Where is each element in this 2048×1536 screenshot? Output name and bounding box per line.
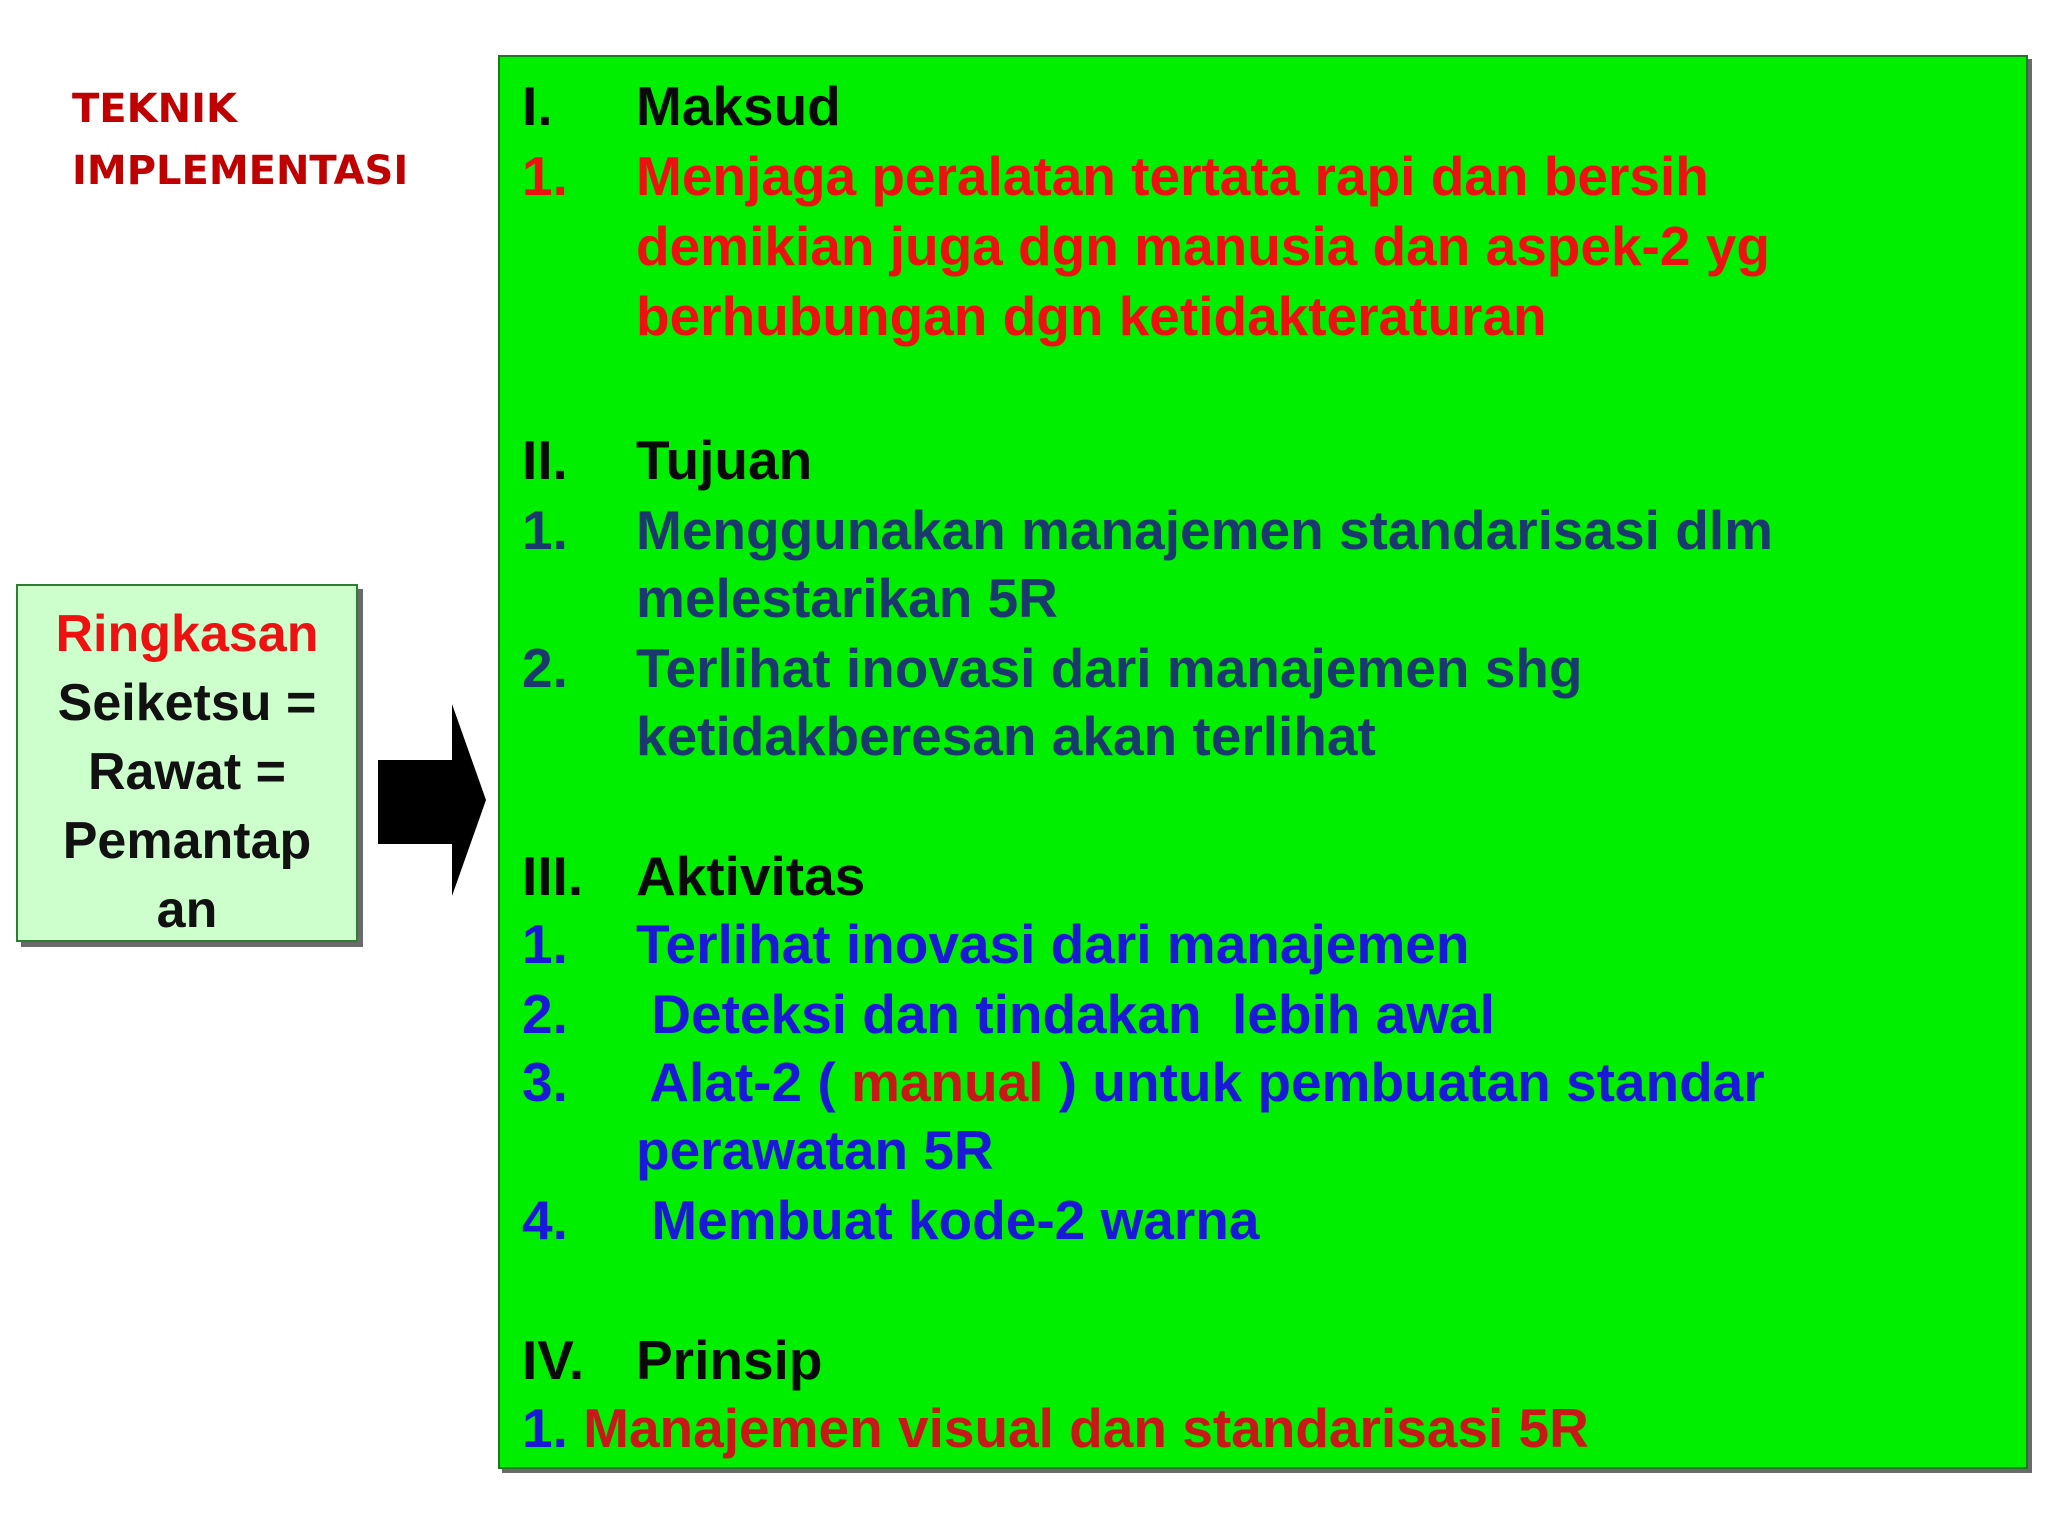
item-number: 1. [522, 1397, 568, 1459]
section-number: II. [522, 429, 568, 491]
section-number: IV. [522, 1329, 585, 1391]
section-number: I. [522, 75, 553, 137]
item-number: 4. [522, 1189, 568, 1251]
item-text: Manajemen visual dan standarisasi 5R [567, 1397, 1589, 1459]
item-text: Deteksi dan tindakan lebih awal [636, 983, 1495, 1045]
item-text: Terlihat inovasi dari manajemen shg [636, 637, 1583, 699]
item-text: berhubungan dgn ketidakteraturan [636, 285, 1547, 347]
slide-header [72, 78, 408, 202]
section-title: Maksud [636, 75, 841, 137]
item-text: Menjaga peralatan tertata rapi dan bersih [636, 145, 1709, 207]
summary-line-4: an [156, 881, 218, 939]
summary-title: Ringkasan [55, 605, 319, 663]
item-text-post: ) untuk pembuatan standar [1043, 1051, 1765, 1113]
header-line-1: TEKNIK [72, 86, 237, 132]
summary-box [16, 584, 358, 942]
item-text-pre: Alat-2 ( [636, 1051, 851, 1113]
item-number: 2. [522, 983, 568, 1045]
header-line-2: IMPLEMENTASI [72, 148, 409, 194]
item-text: demikian juga dgn manusia dan aspek-2 yg [636, 215, 1770, 277]
item-text: Membuat kode-2 warna [636, 1189, 1260, 1251]
section-title: Aktivitas [636, 845, 866, 907]
section-title: Tujuan [636, 429, 813, 491]
item-text: ketidakberesan akan terlihat [636, 705, 1376, 767]
item-number: 1. [522, 145, 568, 207]
item-number: 2. [522, 637, 568, 699]
prinsip-item-1 [522, 1398, 1589, 1458]
item-text: Menggunakan manajemen standarisasi dlm [636, 499, 1774, 561]
item-text [636, 1052, 1765, 1112]
summary-line-1: Seiketsu = [57, 674, 317, 732]
item-number: 1. [522, 913, 568, 975]
item-text-highlight: manual [850, 1051, 1044, 1113]
section-number: III. [522, 845, 584, 907]
summary-line-2: Rawat = [88, 743, 286, 801]
item-text: melestarikan 5R [636, 567, 1058, 629]
item-number: 3. [522, 1051, 568, 1113]
right-arrow-icon [378, 704, 486, 896]
section-title: Prinsip [636, 1329, 823, 1391]
item-text: Terlihat inovasi dari manajemen [636, 913, 1470, 975]
item-text: perawatan 5R [636, 1119, 994, 1181]
summary-line-3: Pemantap [62, 812, 312, 870]
item-number: 1. [522, 499, 568, 561]
